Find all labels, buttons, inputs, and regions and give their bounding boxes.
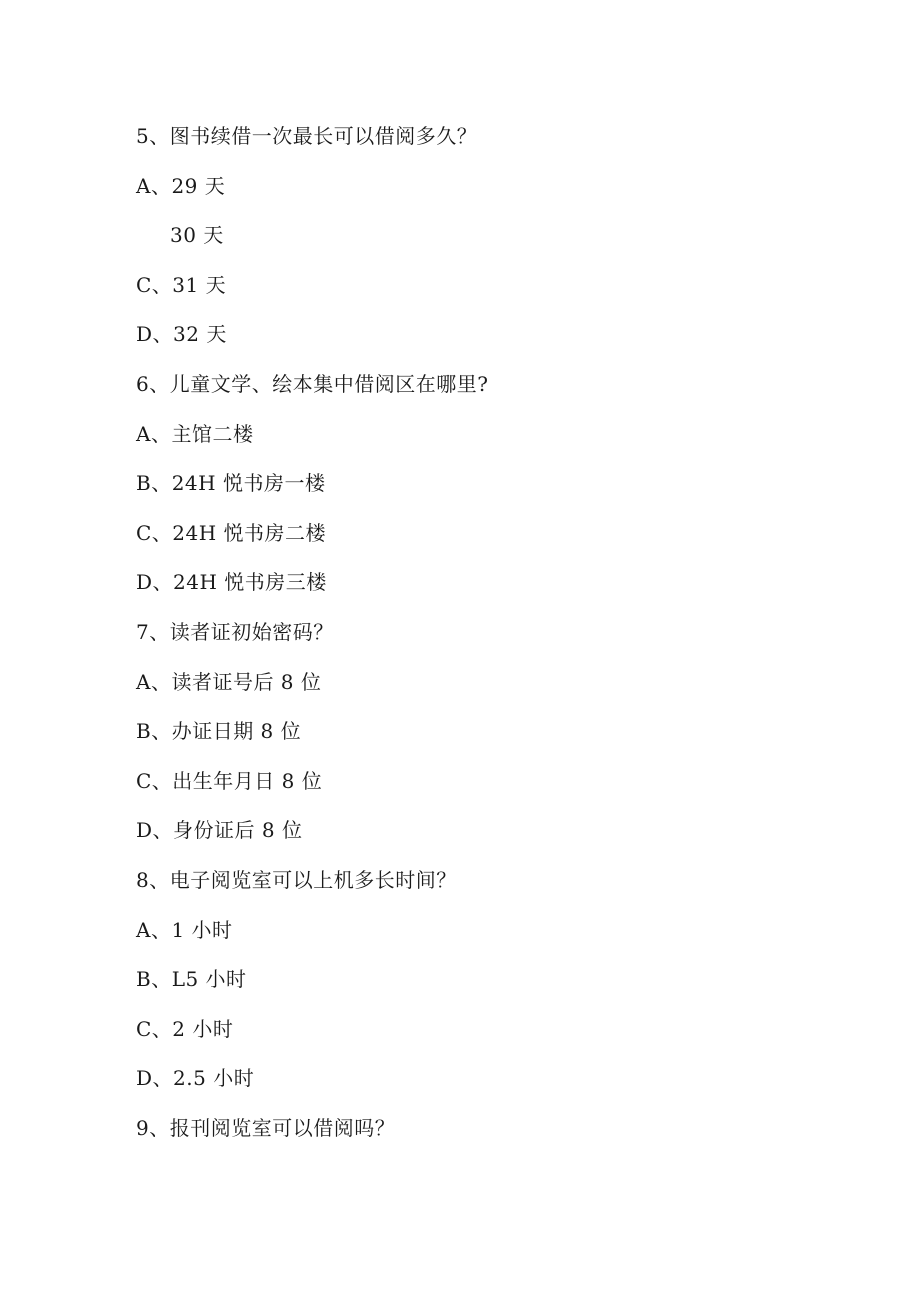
question-7: 7、读者证初始密码？ xyxy=(136,619,334,644)
question-7-option-d: D、身份证后 8 位 xyxy=(136,818,303,843)
question-6-option-d: D、24H 悦书房三楼 xyxy=(136,570,327,595)
question-5: 5、图书续借一次最长可以借阅多久？ xyxy=(136,124,478,148)
question-list xyxy=(136,118,836,1159)
question-7-option-a: A、读者证号后 8 位 xyxy=(136,669,322,694)
question-6-option-b: B、24H 悦书房一楼 xyxy=(136,471,326,496)
question-8-option-b: B、L5 小时 xyxy=(136,967,247,992)
question-5-option-c: C、31 天 xyxy=(136,272,227,297)
question-9: 9、报刊阅览室可以借阅吗？ xyxy=(136,1115,396,1140)
question-5-option-a: A、29 天 xyxy=(136,173,226,198)
question-8-option-a: A、1 小时 xyxy=(136,917,233,942)
question-6-option-a: A、主馆二楼 xyxy=(136,421,254,446)
question-6-option-c: C、24H 悦书房二楼 xyxy=(136,520,327,545)
question-5-option-b: 30 天 xyxy=(170,223,224,248)
question-8: 8、电子阅览室可以上机多长时间？ xyxy=(136,867,457,892)
question-6: 6、儿童文学、绘本集中借阅区在哪里? xyxy=(136,371,489,396)
question-5-option-d: D、32 天 xyxy=(136,322,227,347)
question-7-option-b: B、办证日期 8 位 xyxy=(136,719,302,744)
question-8-option-d: D、2.5 小时 xyxy=(136,1066,255,1091)
question-7-option-c: C、出生年月日 8 位 xyxy=(136,768,323,793)
question-8-option-c: C、2 小时 xyxy=(136,1016,234,1041)
